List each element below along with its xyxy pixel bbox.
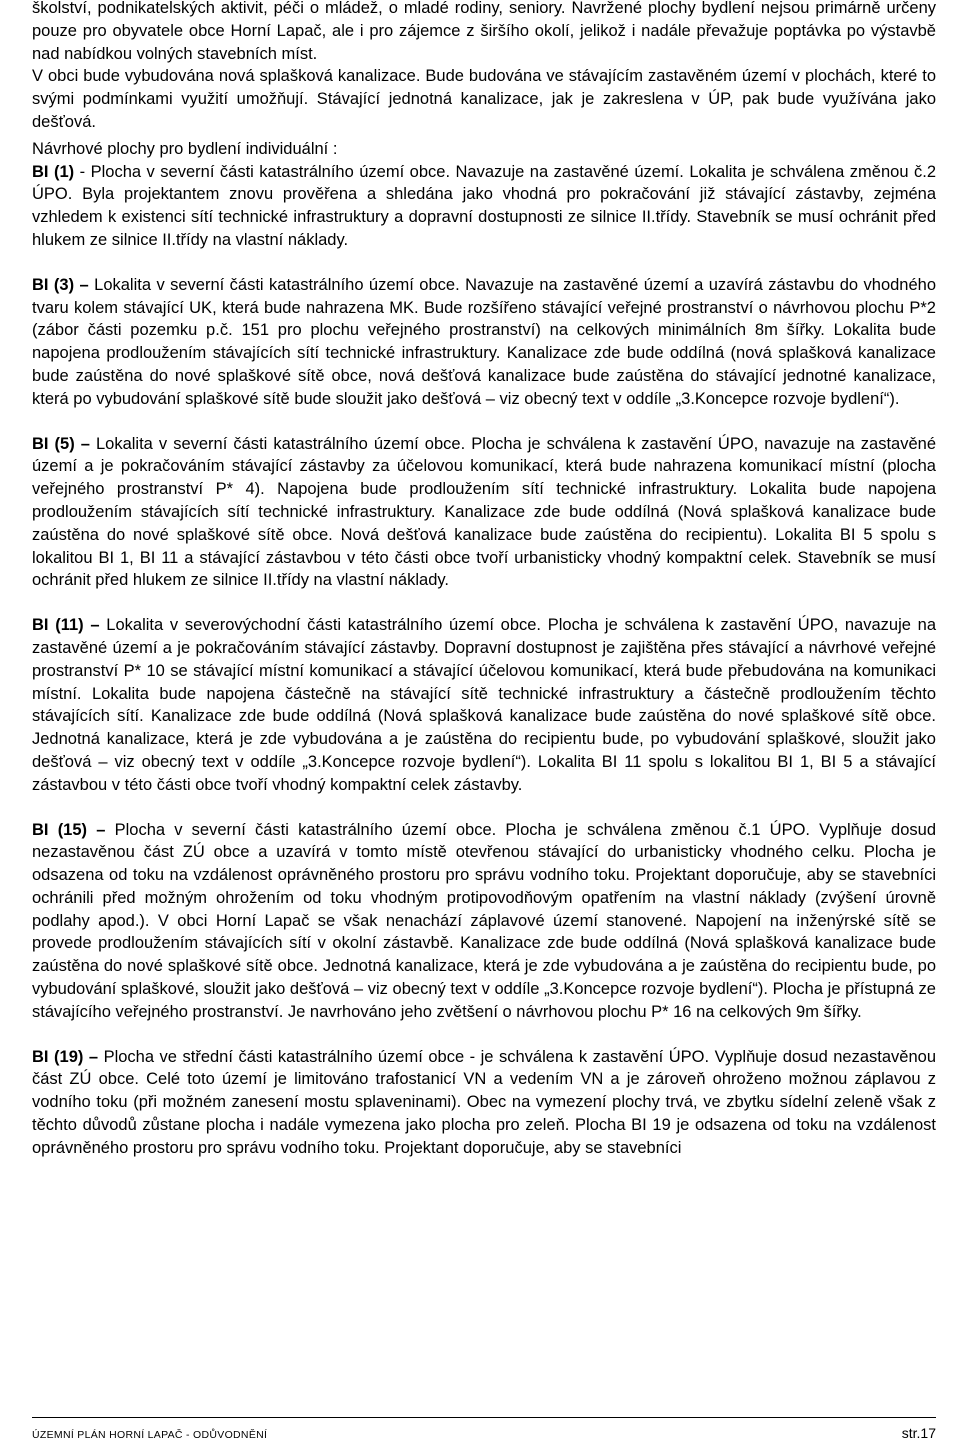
locality-label: BI (3) –	[32, 275, 89, 294]
paragraph-text: Plocha ve střední části katastrálního území obce - je schválena k zastavění ÚPO. Vyplňuje dosud nezastavěnou část ZÚ obce. Celé toto území je limitováno trafostanicí VN a vedením VN a je zároveň ohroženo možnou záplavou z vodního toku (při možném zanesení mostu splaveninami). Obec na vymezení plochy trvá, ve zbytku sídelní zeleně však z těchto důvodů zůstane plocha i nadále vymezena jako plocha pro zeleň. Plocha BI 19 je odsazena od toku na vzdálenost oprávněného prostoru pro správu vodního toku. Projektant doporučuje, aby se stavebníci	[32, 1047, 937, 1157]
paragraph-sewerage	[32, 65, 936, 133]
paragraph-text: V obci bude vybudována nová splašková kanalizace. Bude budována ve stávajícím zastavěném území v plochách, které to svými podmínkami využití umožňují. Stávající jednotná kanalizace, jak je zakreslena v ÚP, pak bude využívána jako dešťová.	[32, 67, 936, 131]
paragraph-bi-11	[32, 614, 936, 796]
document-page	[32, 0, 936, 1160]
paragraph-text: Lokalita v severovýchodní části katastrálního území obce. Plocha je schválena k zastavění ÚPO, navazuje na zastavěné území a je pokračováním stávající zástavby. Dopravní dostupnost je zajištěna přes stávající a návrhové veřejné prostranství P* 10 se stávající místní komunikací a stávající účelovou komunikací, která bude přebudována na komunikaci místní. Lokalita bude napojena částečně na stávající sítě technické infrastruktury a částečně prodloužením těchto stávajících sítí. Kanalizace zde bude oddílná (Nová splašková kanalizace bude zaústěna do nové splaškové sítě obce. Jednotná kanalizace, která je zde vybudována a je zaústěna do recipientu bude, po vybudování splaškové, sloužit jako dešťová – viz obecný text v oddíle „3.Koncepce rozvoje bydlení“). Lokalita BI 11 spolu s lokalitou BI 1, BI 5 a stávající zástavbou v této části obce tvoří vhodný kompaktní celek zástavby.	[32, 616, 936, 794]
paragraph-bi-5	[32, 433, 936, 593]
locality-label: BI (11) –	[32, 616, 100, 635]
paragraph-text: Plocha v severní části katastrálního území obce. Plocha je schválena změnou č.1 ÚPO. Vyplňuje dosud nezastavěnou část ZÚ obce a uzavírá v tomto místě otevřenou stávající do urbanisticky vhodného celku. Plocha je odsazena od toku na vzdálenost oprávněného prostoru pro správu vodního toku. Projektant doporučuje, aby se stavebníci ochránili před možným ohrožením od toku vhodným protipovodňovým opatřením na vlastní náklady (zvýšení úrovně podlahy apod.). V obci Horní Lapač se však nenachází záplavové území stanovené. Napojení na inženýrské sítě se provede prodloužením stávajících sítí v okolní zástavbě. Kanalizace zde bude oddílná (Nová splašková kanalizace bude zaústěna do nové splaškové sítě obce. Jednotná kanalizace, která je zde vybudována a je zaústěna do recipientu bude, po vybudování splaškové, sloužit jako dešťová – viz obecný text v oddíle „3.Koncepce rozvoje bydlení“). Plocha je přístupná ze stávajícího veřejného prostranství. Je navrhováno jeho zvětšení o návrhovou plochu P* 16 na celkových 9m šířky.	[32, 820, 937, 1021]
paragraph-text: - Plocha v severní části katastrálního území obce. Navazuje na zastavěné území. Lokalita je schválena změnou č.2 ÚPO. Byla projektantem znovu prověřena a shledána jako vhodná pro pokračování již stávající zástavby, zejména vzhledem k existenci sítí technické infrastruktury a dopravní dostupnosti ze silnice II.třídy. Stavebník se musí ochránit před hlukem ze silnice II.třídy na vlastní náklady.	[32, 162, 937, 249]
document-body	[32, 0, 936, 1160]
paragraph-section-heading	[32, 138, 936, 161]
paragraph-text: školství, podnikatelských aktivit, péči o mládež, o mladé rodiny, seniory. Navržené plochy bydlení nejsou primárně určeny pouze pro obyvatele obce Horní Lapač, ale i pro zájemce z širšího okolí, jelikož i nadále převažuje poptávka po výstavbě nad nabídkou volných stavebních míst.	[32, 0, 936, 63]
locality-label: BI (15) –	[32, 820, 106, 839]
locality-label: BI (1)	[32, 162, 75, 181]
section-heading-text: Návrhové plochy pro bydlení individuální :	[32, 139, 338, 158]
page-footer	[32, 1417, 936, 1445]
page-number: str.17	[901, 1425, 936, 1441]
paragraph-bi-15	[32, 819, 936, 1024]
paragraph-text: Lokalita v severní části katastrálního území obce. Navazuje na zastavěné území a uzavírá zástavbu do vhodného tvaru kolem stávající UK, která bude nahrazena MK. Bude rozšířeno stávající veřejné prostranství o návrhovou plochu P*2 (zábor části pozemku p.č. 151 pro plochu veřejného prostranství) na celkových minimálních 8m šířky. Lokalita bude napojena prodloužením stávajících sítí technické infrastruktury. Kanalizace zde bude oddílná (nová splašková kanalizace bude zaústěna do nové splaškové sítě obce, nová dešťová kanalizace bude zaústěna do stávající jednotné kanalizace, která po vybudování splaškové sítě bude sloužit jako dešťová – viz obecný text v oddíle „3.Koncepce rozvoje bydlení“).	[32, 275, 936, 408]
locality-label: BI (5) –	[32, 434, 90, 453]
footer-document-title: ÚZEMNÍ PLÁN HORNÍ LAPAČ - ODŮVODNĚNÍ	[32, 1429, 268, 1441]
paragraph-bi-3	[32, 274, 936, 411]
paragraph-bi-1	[32, 161, 936, 252]
paragraph-intro-continuation	[32, 0, 936, 65]
paragraph-bi-19	[32, 1046, 936, 1160]
paragraph-text: Lokalita v severní části katastrálního území obce. Plocha je schválena k zastavění ÚPO, navazuje na zastavěné území a je pokračováním stávající zástavby za účelovou komunikací, která bude nahrazena komunikací místní (plocha veřejného prostranství P* 4). Napojena bude prodloužením sítí technické infrastruktury. Lokalita bude napojena prodloužením stávajících sítí technické infrastruktury. Kanalizace zde bude oddílná (Nová splašková kanalizace bude zaústěna do nové splaškové sítě obce. Nová dešťová kanalizace bude zaústěna do recipientu). Lokalita BI 5 spolu s lokalitou BI 1, BI 11 a stávající zástavbou v této části obce tvoří urbanisticky vhodný kompaktní celek. Stavebník se musí ochránit před hlukem ze silnice II.třídy na vlastní náklady.	[32, 434, 936, 590]
locality-label: BI (19) –	[32, 1047, 99, 1066]
